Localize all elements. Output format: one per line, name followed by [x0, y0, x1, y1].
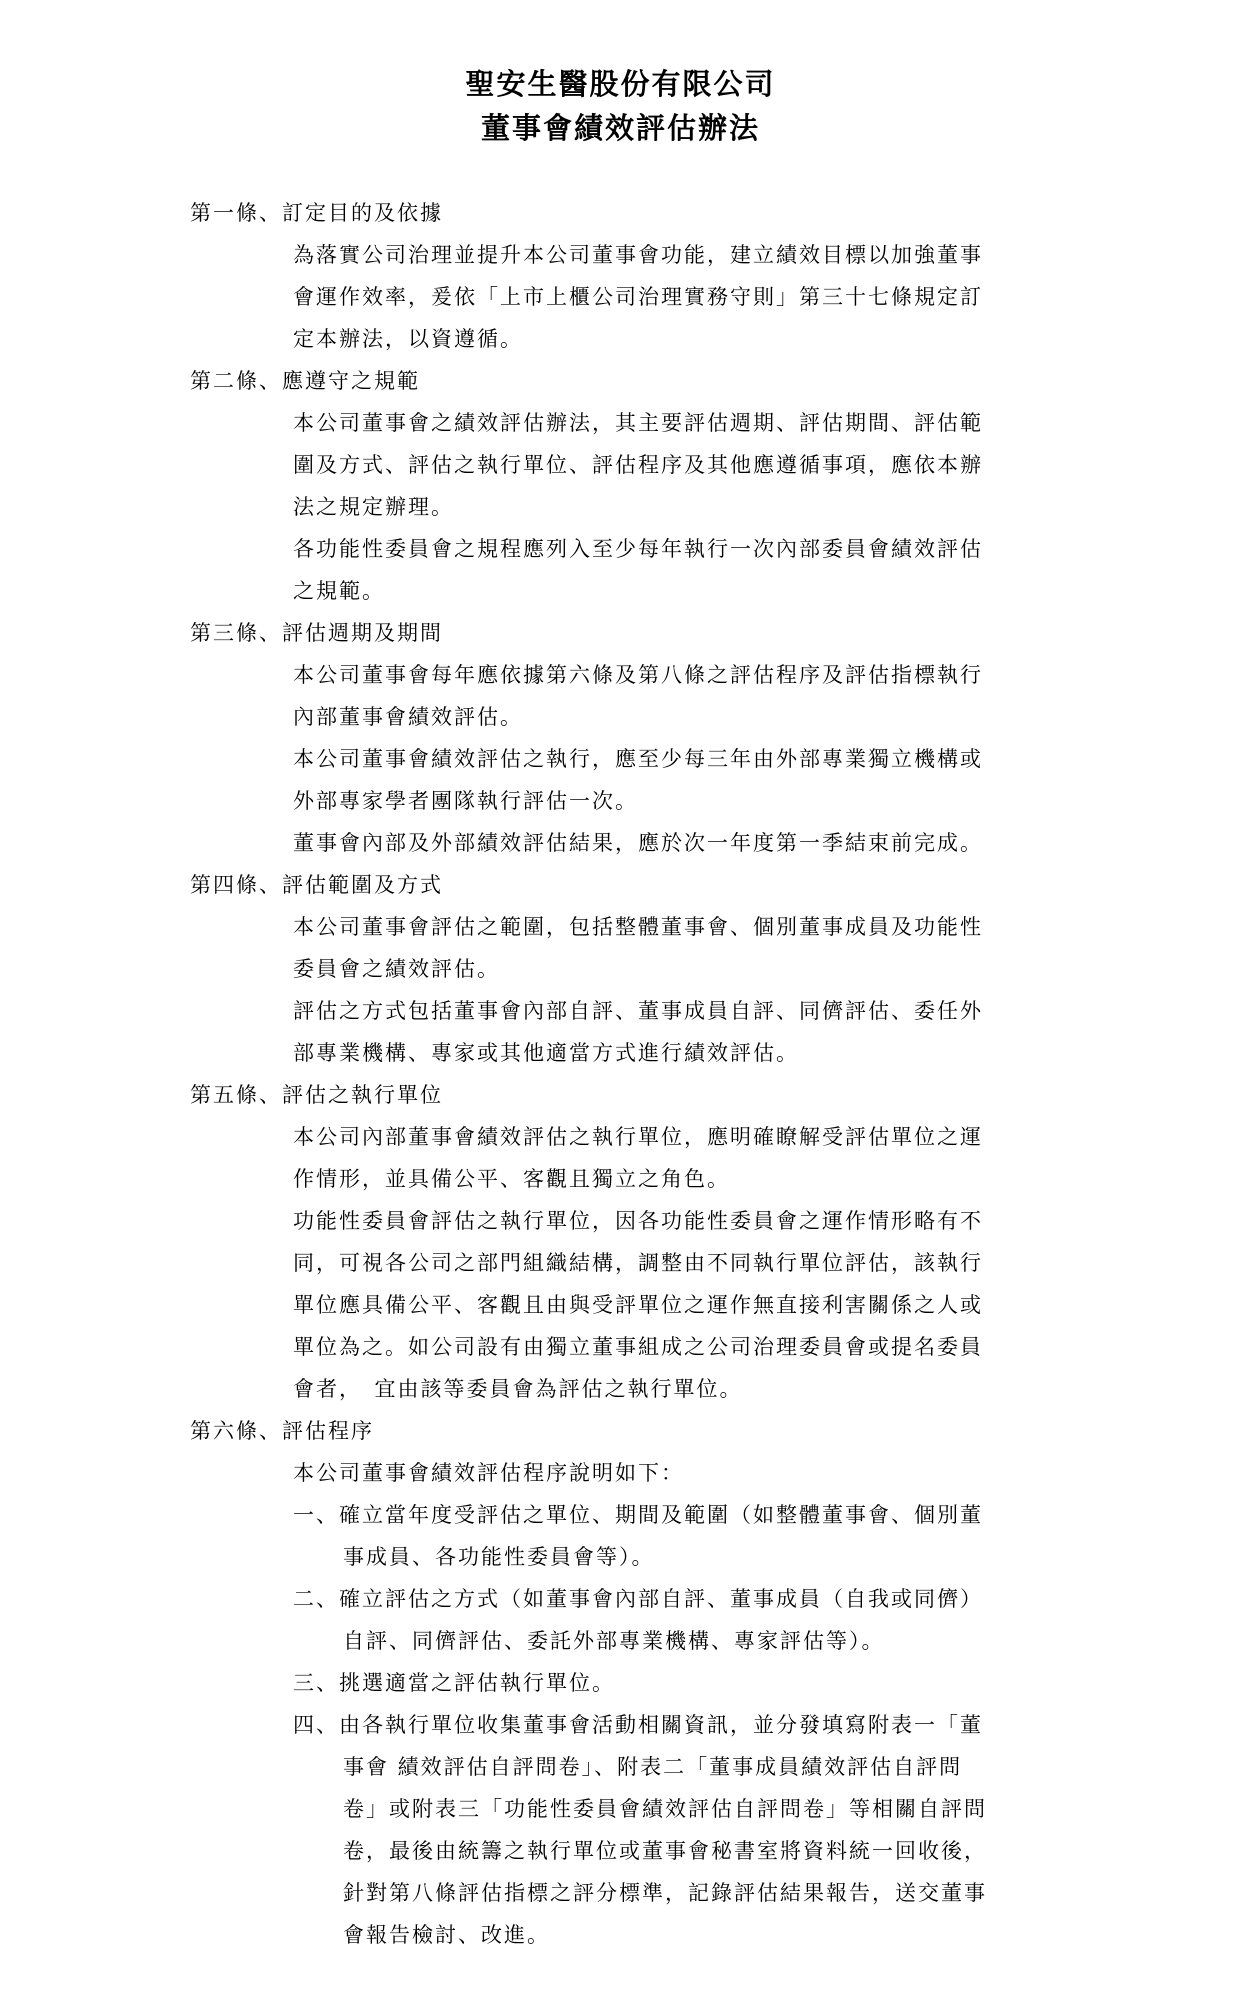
text-line: 圍及方式、評估之執行單位、評估程序及其他應遵循事項，應依本辦 — [293, 453, 983, 477]
article-3 — [190, 612, 1060, 864]
procedure-item-3 — [190, 1662, 1053, 1704]
text-line: 本公司董事會績效評估之執行，應至少每三年由外部專業獨立機構或 — [293, 747, 983, 771]
article-paragraph — [190, 528, 1053, 612]
text-line: 三、挑選適當之評估執行單位。 — [293, 1671, 615, 1695]
article-heading: 第二條、應遵守之規範 — [190, 369, 420, 393]
article-2 — [190, 360, 1060, 612]
text-line: 一、確立當年度受評估之單位、期間及範圍（如整體董事會、個別董 — [293, 1503, 983, 1527]
article-paragraph — [190, 654, 1053, 738]
text-line: 針對第八條評估指標之評分標準，記錄評估結果報告，送交董事 — [343, 1881, 987, 1905]
text-line: 本公司內部董事會績效評估之執行單位，應明確瞭解受評估單位之運 — [293, 1125, 983, 1149]
text-line: 功能性委員會評估之執行單位，因各功能性委員會之運作情形略有不 — [293, 1209, 983, 1233]
procedure-item-4 — [190, 1704, 1053, 1956]
article-heading: 第三條、評估週期及期間 — [190, 621, 443, 645]
text-line: 會運作效率，爰依「上市上櫃公司治理實務守則」第三十七條規定訂 — [293, 285, 983, 309]
article-paragraph — [190, 906, 1053, 990]
text-line: 作情形，並具備公平、客觀且獨立之角色。 — [293, 1167, 730, 1191]
text-line: 定本辦法，以資遵循。 — [293, 327, 523, 351]
text-line: 評估之方式包括董事會內部自評、董事成員自評、同儕評估、委任外 — [293, 999, 983, 1023]
text-line: 會者， 宜由該等委員會為評估之執行單位。 — [293, 1377, 743, 1401]
text-line: 卷，最後由統籌之執行單位或董事會秘書室將資料統一回收後， — [343, 1839, 987, 1863]
text-line: 之規範。 — [293, 579, 385, 603]
text-line: 四、由各執行單位收集董事會活動相關資訊，並分發填寫附表一「董 — [293, 1713, 983, 1737]
text-line: 事會 績效評估自評問卷」、附表二「董事成員績效評估自評問 — [343, 1755, 963, 1779]
text-line: 外部專家學者團隊執行評估一次。 — [293, 789, 638, 813]
text-line: 事成員、各功能性委員會等）。 — [343, 1545, 655, 1569]
article-paragraph — [190, 402, 1053, 528]
text-line: 本公司董事會評估之範圍，包括整體董事會、個別董事成員及功能性 — [293, 915, 983, 939]
text-line: 同，可視各公司之部門組織結構，調整由不同執行單位評估，該執行 — [293, 1251, 983, 1275]
text-line: 二、確立評估之方式（如董事會內部自評、董事成員（自我或同儕） — [293, 1587, 983, 1611]
text-line: 為落實公司治理並提升本公司董事會功能，建立績效目標以加強董事 — [293, 243, 983, 267]
article-paragraph — [190, 1116, 1053, 1200]
procedure-item-2 — [190, 1578, 1053, 1662]
procedure-item-1 — [190, 1494, 1053, 1578]
text-line: 會報告檢討、改進。 — [343, 1923, 550, 1947]
article-6 — [190, 1410, 1060, 1956]
article-heading: 第一條、訂定目的及依據 — [190, 201, 443, 225]
article-paragraph — [190, 738, 1053, 822]
text-line: 卷」或附表三「功能性委員會績效評估自評問卷」等相關自評問 — [343, 1797, 987, 1821]
text-line: 本公司董事會績效評估程序說明如下： — [293, 1461, 684, 1485]
text-line: 內部董事會績效評估。 — [293, 705, 523, 729]
article-paragraph — [190, 234, 1053, 360]
text-line: 自評、同儕評估、委託外部專業機構、專家評估等）。 — [343, 1629, 885, 1653]
text-line: 單位應具備公平、客觀且由與受評單位之運作無直接利害關係之人或 — [293, 1293, 983, 1317]
article-paragraph — [190, 1200, 1053, 1410]
article-heading: 第四條、評估範圍及方式 — [190, 873, 443, 897]
text-line: 各功能性委員會之規程應列入至少每年執行一次內部委員會績效評估 — [293, 537, 983, 561]
article-paragraph — [190, 990, 1053, 1074]
text-line: 本公司董事會每年應依據第六條及第八條之評估程序及評估指標執行 — [293, 663, 983, 687]
text-line: 部專業機構、專家或其他適當方式進行績效評估。 — [293, 1041, 799, 1065]
article-4 — [190, 864, 1060, 1074]
article-paragraph — [190, 1452, 1053, 1494]
text-line: 單位為之。如公司設有由獨立董事組成之公司治理委員會或提名委員 — [293, 1335, 983, 1359]
text-line: 董事會內部及外部績效評估結果，應於次一年度第一季結束前完成。 — [293, 831, 983, 855]
text-line: 本公司董事會之績效評估辦法，其主要評估週期、評估期間、評估範 — [293, 411, 983, 435]
article-paragraph — [190, 822, 1053, 864]
article-heading: 第六條、評估程序 — [190, 1419, 374, 1443]
company-name: 聖安生醫股份有限公司 — [465, 67, 776, 101]
article-heading: 第五條、評估之執行單位 — [190, 1083, 443, 1107]
document-title: 董事會績效評估辦法 — [480, 111, 760, 145]
article-1 — [190, 192, 1060, 360]
text-line: 委員會之績效評估。 — [293, 957, 500, 981]
article-5 — [190, 1074, 1060, 1410]
document-body — [190, 192, 1060, 1956]
document-title-block — [0, 62, 1241, 150]
text-line: 法之規定辦理。 — [293, 495, 454, 519]
